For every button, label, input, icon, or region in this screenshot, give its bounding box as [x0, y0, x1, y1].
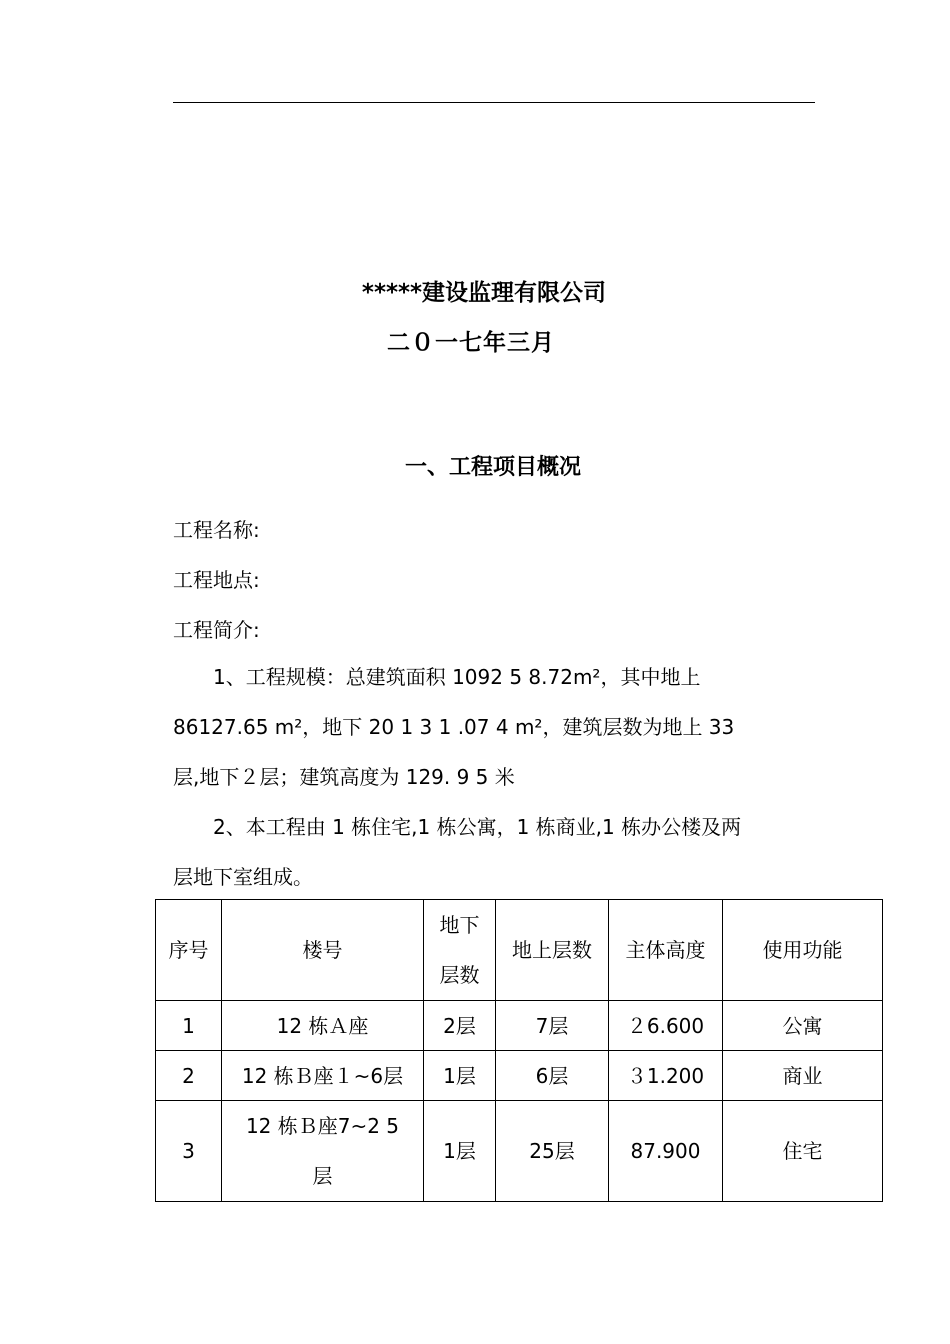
paragraph-line: 86127.65 m²，地下 20 1 3 1 .07 4 m²，建筑层数为地上 33: [173, 715, 735, 739]
table-row: [156, 1101, 883, 1202]
document-date: 二０一七年三月: [387, 330, 555, 356]
table-cell: 住宅: [723, 1101, 883, 1202]
composition-paragraph: [173, 802, 815, 902]
paragraph-line: 层地下室组成。: [173, 865, 313, 889]
table-cell: 公寓: [723, 1001, 883, 1051]
header-underground-line: 层数: [439, 963, 480, 987]
table-row: [156, 1001, 883, 1051]
table-cell: 商业: [723, 1051, 883, 1101]
header-cell: 序号: [156, 900, 222, 1001]
table-cell: 87.900: [609, 1101, 723, 1202]
table-cell: 2层: [424, 1001, 496, 1051]
table-cell: 12 栋Ｂ座１~6层: [222, 1051, 424, 1101]
header-cell: [424, 900, 496, 1001]
table-row: [156, 1051, 883, 1101]
project-location-label: 工程地点:: [173, 568, 260, 592]
building-line: 层: [312, 1164, 333, 1188]
table-cell: 6层: [496, 1051, 609, 1101]
table-cell: 1: [156, 1001, 222, 1051]
paragraph-line: 层,地下２层；建筑高度为 129. 9 5 米: [173, 765, 515, 789]
building-table: [155, 899, 883, 1202]
table-cell: 3: [156, 1101, 222, 1202]
header-cell: 楼号: [222, 900, 424, 1001]
table-cell: 2: [156, 1051, 222, 1101]
paragraph-line: 2、本工程由 1 栋住宅,1 栋公寓，1 栋商业,1 栋办公楼及两: [213, 815, 742, 839]
header-underground-line: 地下: [439, 913, 480, 937]
project-name-label: 工程名称:: [173, 518, 260, 542]
scale-paragraph: [173, 652, 815, 802]
table-cell: 1层: [424, 1101, 496, 1202]
table-cell: 1层: [424, 1051, 496, 1101]
table-cell: ２6.600: [609, 1001, 723, 1051]
table-cell: [222, 1101, 424, 1202]
project-intro-label: 工程简介:: [173, 618, 260, 642]
header-rule: [173, 102, 815, 103]
header-cell: 使用功能: [723, 900, 883, 1001]
section-title: 一、工程项目概况: [404, 455, 581, 480]
table-header-row: [156, 900, 883, 1001]
header-cell: 主体高度: [609, 900, 723, 1001]
building-line: 12 栋Ｂ座7~2 5: [245, 1114, 400, 1138]
table-cell: 25层: [496, 1101, 609, 1202]
table-cell: ３1.200: [609, 1051, 723, 1101]
table-cell: 12 栋Ａ座: [222, 1001, 424, 1051]
header-cell: 地上层数: [496, 900, 609, 1001]
table-cell: 7层: [496, 1001, 609, 1051]
company-name: *****建设监理有限公司: [361, 280, 607, 306]
paragraph-line: 1、工程规模：总建筑面积 1092 5 8.72m²，其中地上: [213, 665, 701, 689]
